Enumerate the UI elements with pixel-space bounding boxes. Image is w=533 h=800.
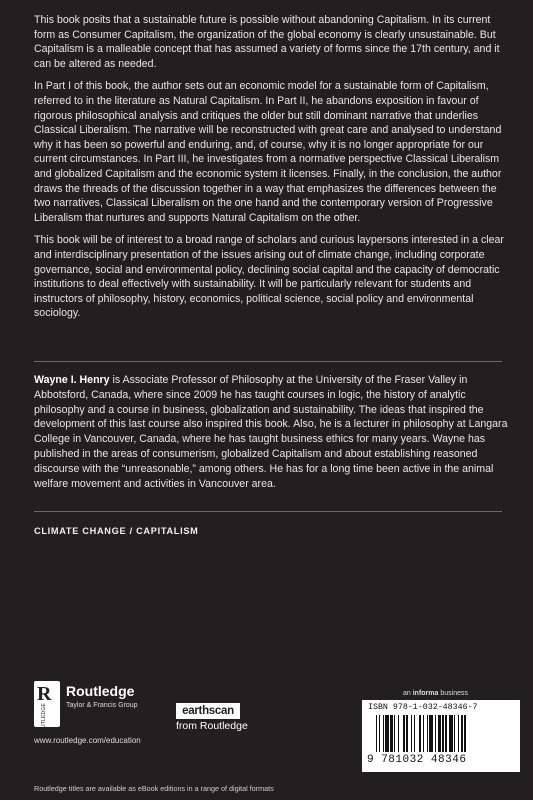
blurb-paragraph: This book will be of interest to a broad range of scholars and curious laypersons interested in a clear and interdisciplinary presentation of the issues arising out of climate change, including corporate governance, social and environmental policy, declining social capital and the capacity of democratic institutions to deal effectively with sustainability. It will be particularly relevant for students and instructors of philosophy, history, economics, political science, social policy and environmental sociology. [34,234,504,320]
blurb-paragraph: In Part I of this book, the author sets out an economic model for a sustainable form of Capitalism, referred to in the literature as Natural Capitalism. In Part II, he abandons exposition in favour of rigorous philosophical analysis and critiques the older but still dominant narrative that underlies Classical Liberalism. The narrative will be reconstructed with great care and analysed to understand why it has been so powerful and enduring, and, of course, why it is no longer appropriate for our current circumstances. In Part III, he investigates from a normative perspective Classical Liberalism and globalized Capitalism and the economic system it licenses. Finally, in the conclusion, the author draws the threads of the discussion together in a way that emphasizes the differences between the two narratives, Classical Liberalism on the one hand and the contemporary version of Progressive Liberalism that nurtures and supports Natural Capitalism on the other. [34,80,502,224]
informa-label: an informa business [403,690,468,697]
publisher-url: www.routledge.com/education [34,736,141,745]
earthscan-imprint [176,703,248,732]
routledge-logo: R ROUTLEDGE [34,681,60,727]
publisher-name: Routledge [66,683,135,699]
barcode-digits: 9 781032 48346 [367,754,467,766]
author-bio [34,373,512,491]
divider [34,361,502,362]
barcode-box [362,700,520,772]
author-name: Wayne I. Henry [34,374,110,386]
publisher-tagline: Taylor & Francis Group [66,702,138,709]
barcode-bars [376,715,504,752]
blurb [34,13,511,329]
ebook-note: Routledge titles are available as eBook editions in a range of digital formats [34,784,274,793]
author-bio-text: is Associate Professor of Philosophy at the University of the Fraser Valley in Abbotsford, Canada, where since 2009 he has taught courses in logic, the history of analytic philosophy and a course in business, globalization and sustainability. The ideas that inspired the development of this last course also inspired this book. Also, he is a lecturer in philosophy at Langara College in Vancouver, Canada, where he has taught business ethics for many years. Wayne has published in the areas of consumerism, globalized Capitalism and about establishing reasoned discourse with the “unreasonable,” among others. He has for a long time been active in the animal welfare movement and activities in Vancouver area. [34,374,508,490]
subject-category: CLIMATE CHANGE / CAPITALISM [34,526,199,536]
earthscan-subtitle: from Routledge [176,720,248,732]
isbn-label: ISBN 978-1-032-48346-7 [368,703,478,712]
earthscan-logo: earthscan [176,703,240,719]
blurb-paragraph: This book posits that a sustainable future is possible without abandoning Capitalism. In its current form as Consumer Capitalism, the organization of the global economy is clearly unsustainable. But Capitalism is a malleable concept that has assumed a variety of forms since the 17th century, and it can be altered as needed. [34,14,500,70]
divider [34,511,502,512]
